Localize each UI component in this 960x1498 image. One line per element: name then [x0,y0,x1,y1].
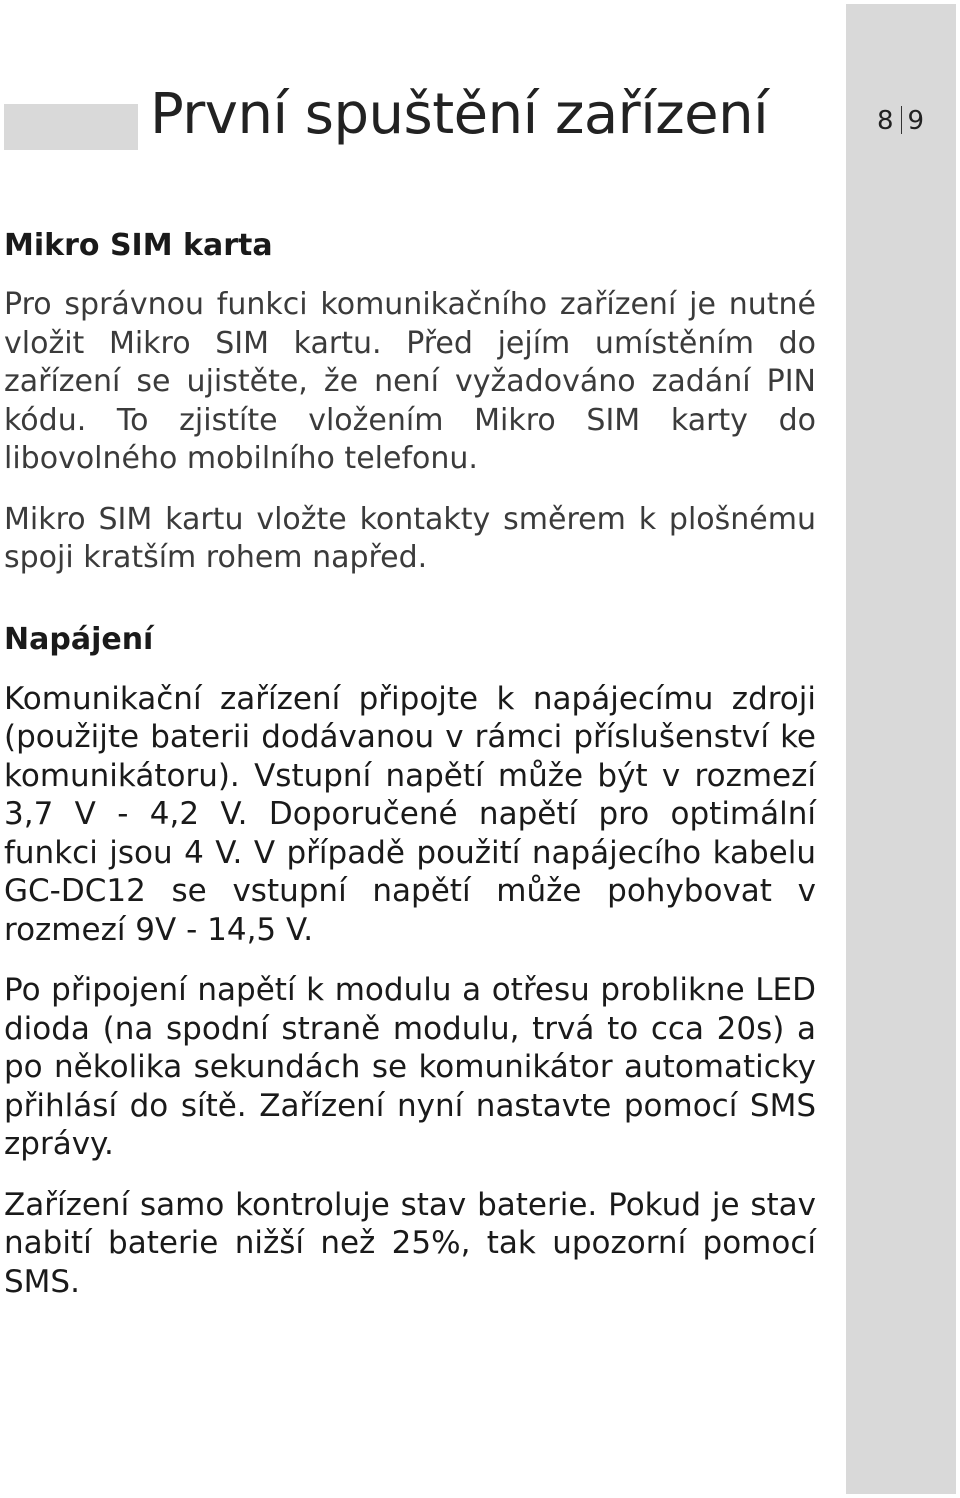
paragraph-sim-2: Mikro SIM kartu vložte kontakty směrem k plošnému spoji kratším rohem napřed. [4,501,816,575]
page-number-left: 8 [876,106,895,136]
page-number-right: 9 [907,106,926,136]
side-margin-band [846,4,956,1494]
paragraph-power-3: Zařízení samo kontroluje stav baterie. Pokud je stav nabití baterie nižší než 25%, tak upozorní pomocí SMS. [4,1186,816,1300]
paragraph-power-2: Po připojení napětí k modulu a otřesu problikne LED dioda (na spodní straně modulu, trvá to cca 20s) a po několika sekundách se komunikátor automaticky přihlásí do sítě. Zařízení nyní nastavte pomocí SMS zprávy. [4,972,816,1162]
section-heading-power: Napájení [4,621,154,657]
page-number-divider [901,106,902,134]
paragraph-power-1: Komunikační zařízení připojte k napájecímu zdroji (použijte baterii dodávanou v rámci příslušenství ke komunikátoru). Vstupní napětí může být v rozmezí 3,7 V - 4,2 V. Doporučené napětí pro optimální funkci jsou 4 V. V případě použití napájecího kabelu GC-DC12 se vstupní napětí může pohybovat v rozmezí 9V - 14,5 V. [4,680,816,948]
page-title: První spuštění zařízení [150,82,769,147]
section-heading-sim: Mikro SIM karta [4,228,273,263]
title-accent-band [4,104,138,150]
page-number [846,106,956,136]
page-content [4,224,816,1301]
paragraph-sim-1: Pro správnou funkci komunikačního zařízení je nutné vložit Mikro SIM kartu. Před jejím umístěním do zařízení se ujistěte, že není vyžadováno zadání PIN kódu. To zjistíte vložením Mikro SIM karty do libovolného mobilního telefonu. [4,287,816,476]
